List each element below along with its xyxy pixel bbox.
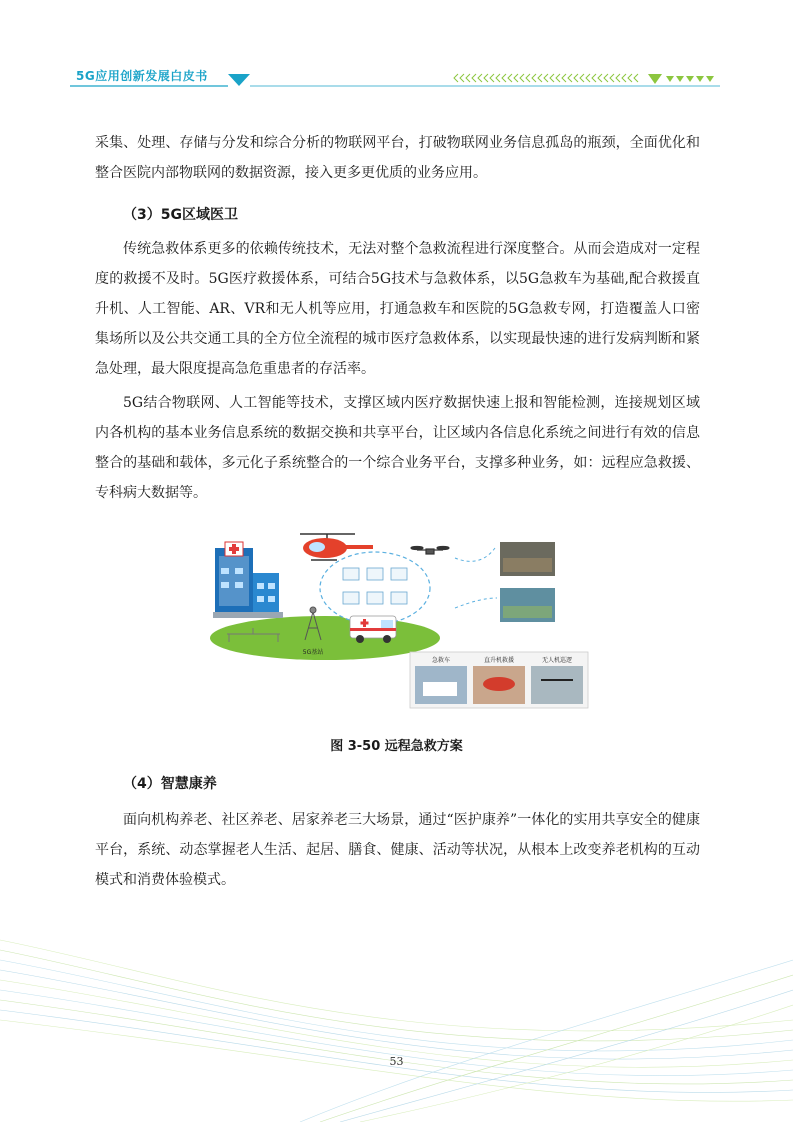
- paragraph-3: 5G结合物联网、人工智能等技术，支撑区域内医疗数据快速上报和智能检测，连接规划区域内各机构的基本业务信息系统的数据交换和共享平台，让区域内各信息化系统之间进行有效的信息整合的基础和载体，多元化子系统整合的一个综合业务平台，支撑多种业务，如：远程应急救援、专科病大数据等。: [95, 395, 700, 501]
- photo-label-drone: 无人机巡逻: [541, 657, 573, 664]
- cloud-platform-icon: [320, 552, 430, 624]
- link-line-1: [455, 548, 495, 561]
- drone-icon: [411, 547, 449, 555]
- paragraph-4: 面向机构养老、社区养老、居家养老三大场景，通过“医护康养”一体化的实用共享安全的健康平台，系统、动态掌握老人生活、起居、膳食、健康、活动等状况，从根本上改变养老机构的互动模式和消费体验模式。: [95, 812, 700, 888]
- hospital-icon: [213, 542, 283, 618]
- base-station-label: 5G基站: [302, 649, 324, 656]
- photo-label-ambulance: 急救车: [431, 657, 451, 664]
- link-line-2: [455, 598, 497, 608]
- ground-shape: [210, 616, 440, 660]
- figure-caption: 图 3-50 远程急救方案: [330, 739, 463, 754]
- paragraph-1: 采集、处理、存储与分发和综合分析的物联网平台，打破物联网业务信息孤岛的瓶颈，全面优化和整合医院内部物联网的数据资源，接入更多更优质的业务应用。: [95, 135, 700, 181]
- drone-photo: [531, 666, 583, 704]
- section-heading-3: （3）5G区域医卫: [123, 207, 238, 223]
- page-header: [0, 62, 793, 96]
- emergency-rescue-figure: [205, 528, 590, 710]
- photo-strip: [410, 652, 588, 708]
- paragraph-2: 传统急救体系更多的依赖传统技术，无法对整个急救流程进行深度整合。从而会造成对一定程度的救援不及时。5G医疗救援体系，可结合5G技术与急救体系，以5G急救车为基础,配合救援直升机、人工智能、AR、VR和无人机等应用，打通急救车和医院的5G急救专网，打造覆盖人口密集场所以及公共交通工具的全方位全流程的城市医疗急救体系，以实现最快速的进行发病判断和紧急处理，最大限度提高急危重患者的存活率。: [95, 241, 700, 377]
- photo-label-helicopter: 直升机救援: [483, 657, 515, 664]
- header-title: 5G应用创新发展白皮书: [76, 69, 208, 83]
- rescue-diagram: [205, 528, 590, 710]
- page-number: 53: [389, 1055, 404, 1068]
- footer-wave-decoration: [0, 900, 793, 1122]
- section-heading-4: （4）智慧康养: [123, 776, 217, 792]
